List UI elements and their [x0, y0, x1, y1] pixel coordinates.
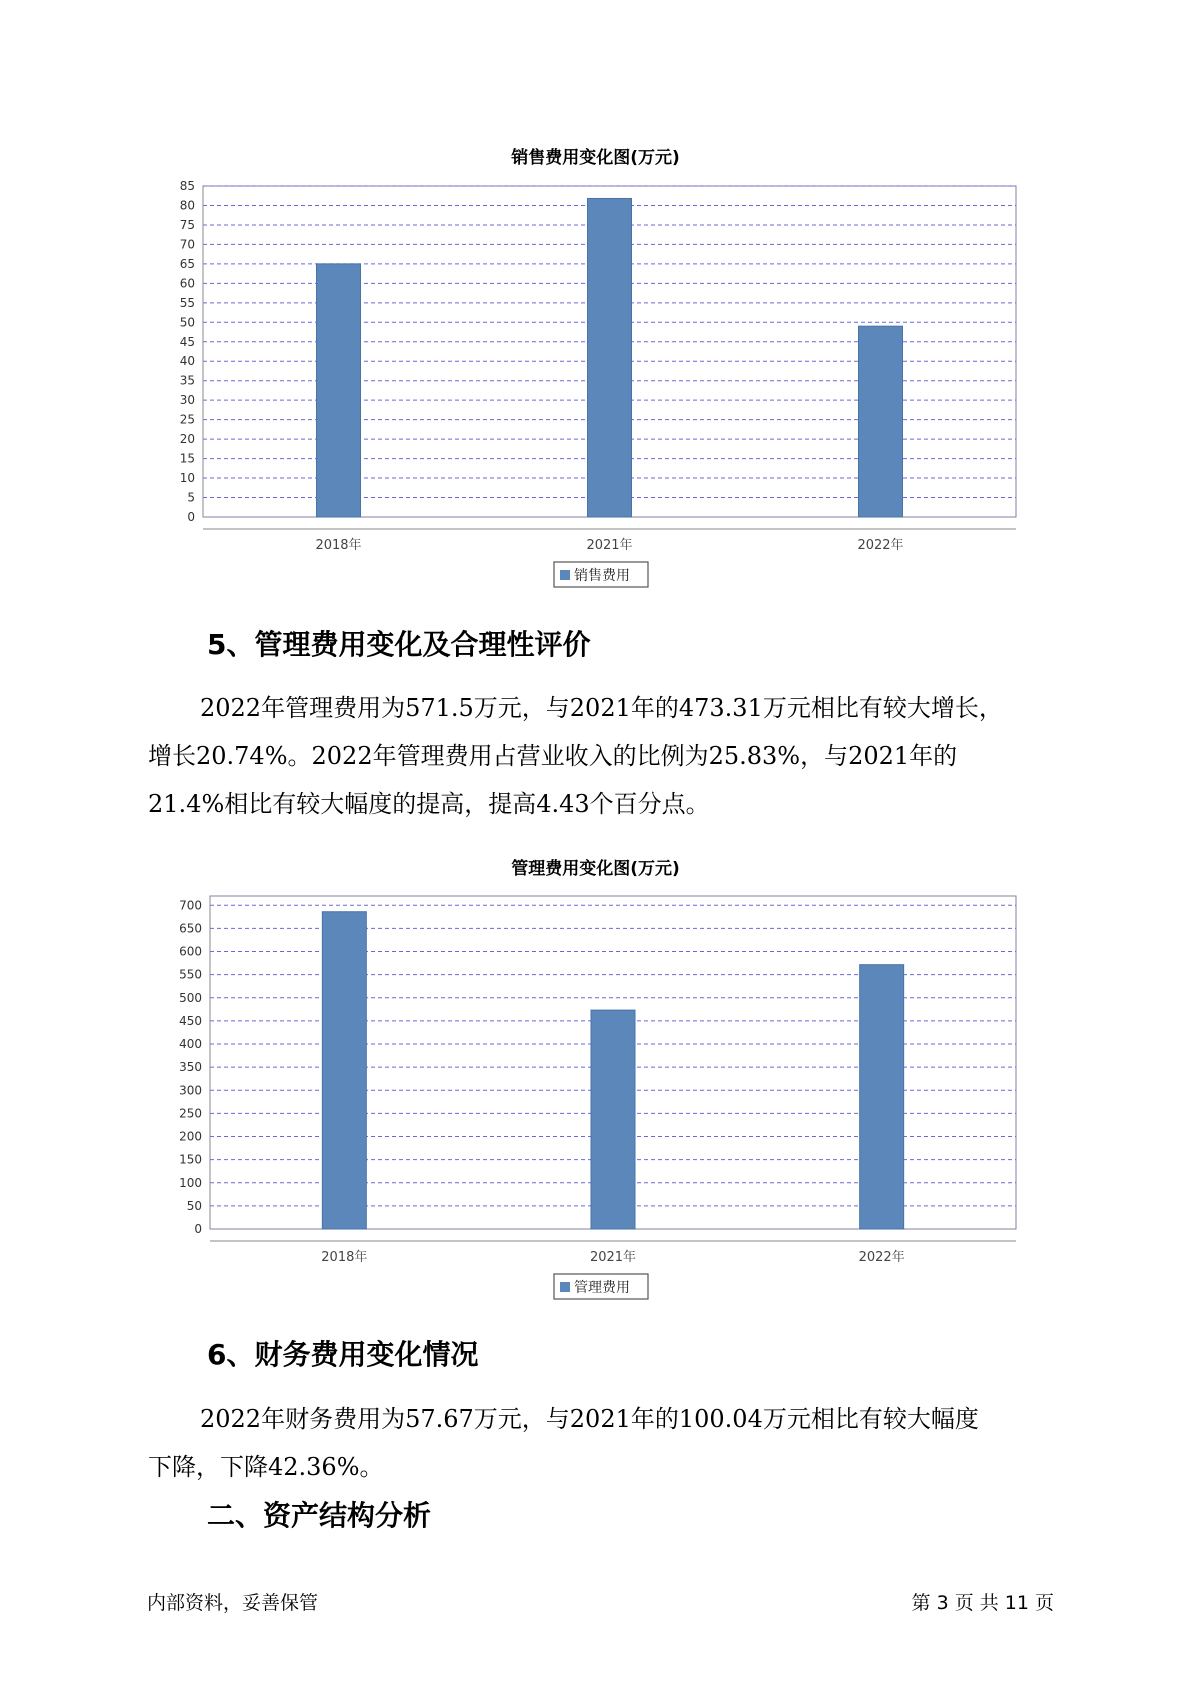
y-tick-label: 700 [179, 898, 202, 913]
y-tick-label: 80 [179, 198, 195, 213]
paragraph-line: 2022年管理费用为571.5万元，与2021年的473.31万元相比有较大增长， [200, 694, 1003, 722]
y-tick-label: 100 [179, 1175, 202, 1190]
y-tick-label: 450 [179, 1013, 202, 1028]
y-tick-label: 500 [179, 990, 202, 1005]
y-tick-label: 60 [179, 276, 195, 291]
legend-swatch [560, 1282, 570, 1292]
y-tick-label: 20 [179, 432, 195, 447]
paragraph-line: 2022年财务费用为57.67万元，与2021年的100.04万元相比有较大幅度 [200, 1405, 979, 1433]
section-heading-asset-structure: 二、资产结构分析 [207, 1499, 432, 1532]
y-tick-label: 150 [179, 1152, 202, 1167]
footer-page-number: 第 3 页 共 11 页 [911, 1592, 1054, 1614]
y-tick-label: 50 [186, 1198, 202, 1213]
y-tick-label: 250 [179, 1106, 202, 1121]
y-tick-label: 25 [179, 412, 195, 427]
y-tick-label: 65 [179, 256, 195, 271]
y-tick-label: 55 [179, 295, 195, 310]
x-tick-label: 2018年 [321, 1250, 368, 1265]
sales-chart-title: 销售费用变化图(万元) [511, 148, 680, 168]
y-tick-label: 400 [179, 1037, 202, 1051]
y-tick-label: 600 [179, 944, 202, 959]
section-heading-5: 5、管理费用变化及合理性评价 [207, 628, 591, 661]
legend-label: 销售费用 [574, 568, 630, 584]
section-heading-6: 6、财务费用变化情况 [207, 1338, 479, 1371]
x-tick-label: 2018年 [315, 538, 362, 553]
y-tick-label: 650 [179, 921, 202, 936]
y-tick-label: 35 [179, 373, 195, 388]
y-tick-label: 300 [179, 1083, 202, 1098]
y-tick-label: 200 [179, 1129, 202, 1144]
y-tick-label: 350 [179, 1060, 202, 1075]
y-tick-label: 75 [179, 217, 195, 232]
y-tick-label: 5 [187, 490, 195, 505]
y-tick-label: 40 [179, 354, 195, 369]
legend-label: 管理费用 [574, 1280, 630, 1296]
footer-confidential-note: 内部资料，妥善保管 [147, 1592, 319, 1614]
bar [322, 912, 366, 1229]
bar [591, 1010, 635, 1229]
bar [860, 965, 904, 1229]
y-tick-label: 70 [179, 237, 195, 252]
x-tick-label: 2021年 [586, 538, 633, 553]
y-tick-label: 85 [179, 179, 195, 193]
y-tick-label: 50 [179, 315, 195, 330]
y-tick-label: 45 [179, 334, 195, 349]
y-tick-label: 10 [179, 471, 195, 486]
y-tick-label: 15 [179, 451, 195, 466]
paragraph-line: 21.4%相比有较大幅度的提高，提高4.43个百分点。 [148, 790, 710, 818]
y-tick-label: 0 [194, 1222, 202, 1236]
x-tick-label: 2022年 [858, 1250, 905, 1265]
x-tick-label: 2021年 [589, 1250, 637, 1265]
admin-chart-title: 管理费用变化图(万元) [511, 859, 680, 879]
paragraph-line: 下降，下降42.36%。 [148, 1453, 384, 1481]
y-tick-label: 550 [179, 967, 202, 982]
x-tick-label: 2022年 [857, 538, 904, 553]
paragraph-line: 增长20.74%。2022年管理费用占营业收入的比例为25.83%，与2021年的 [148, 742, 958, 770]
y-tick-label: 30 [179, 393, 195, 408]
y-tick-label: 0 [187, 510, 195, 524]
